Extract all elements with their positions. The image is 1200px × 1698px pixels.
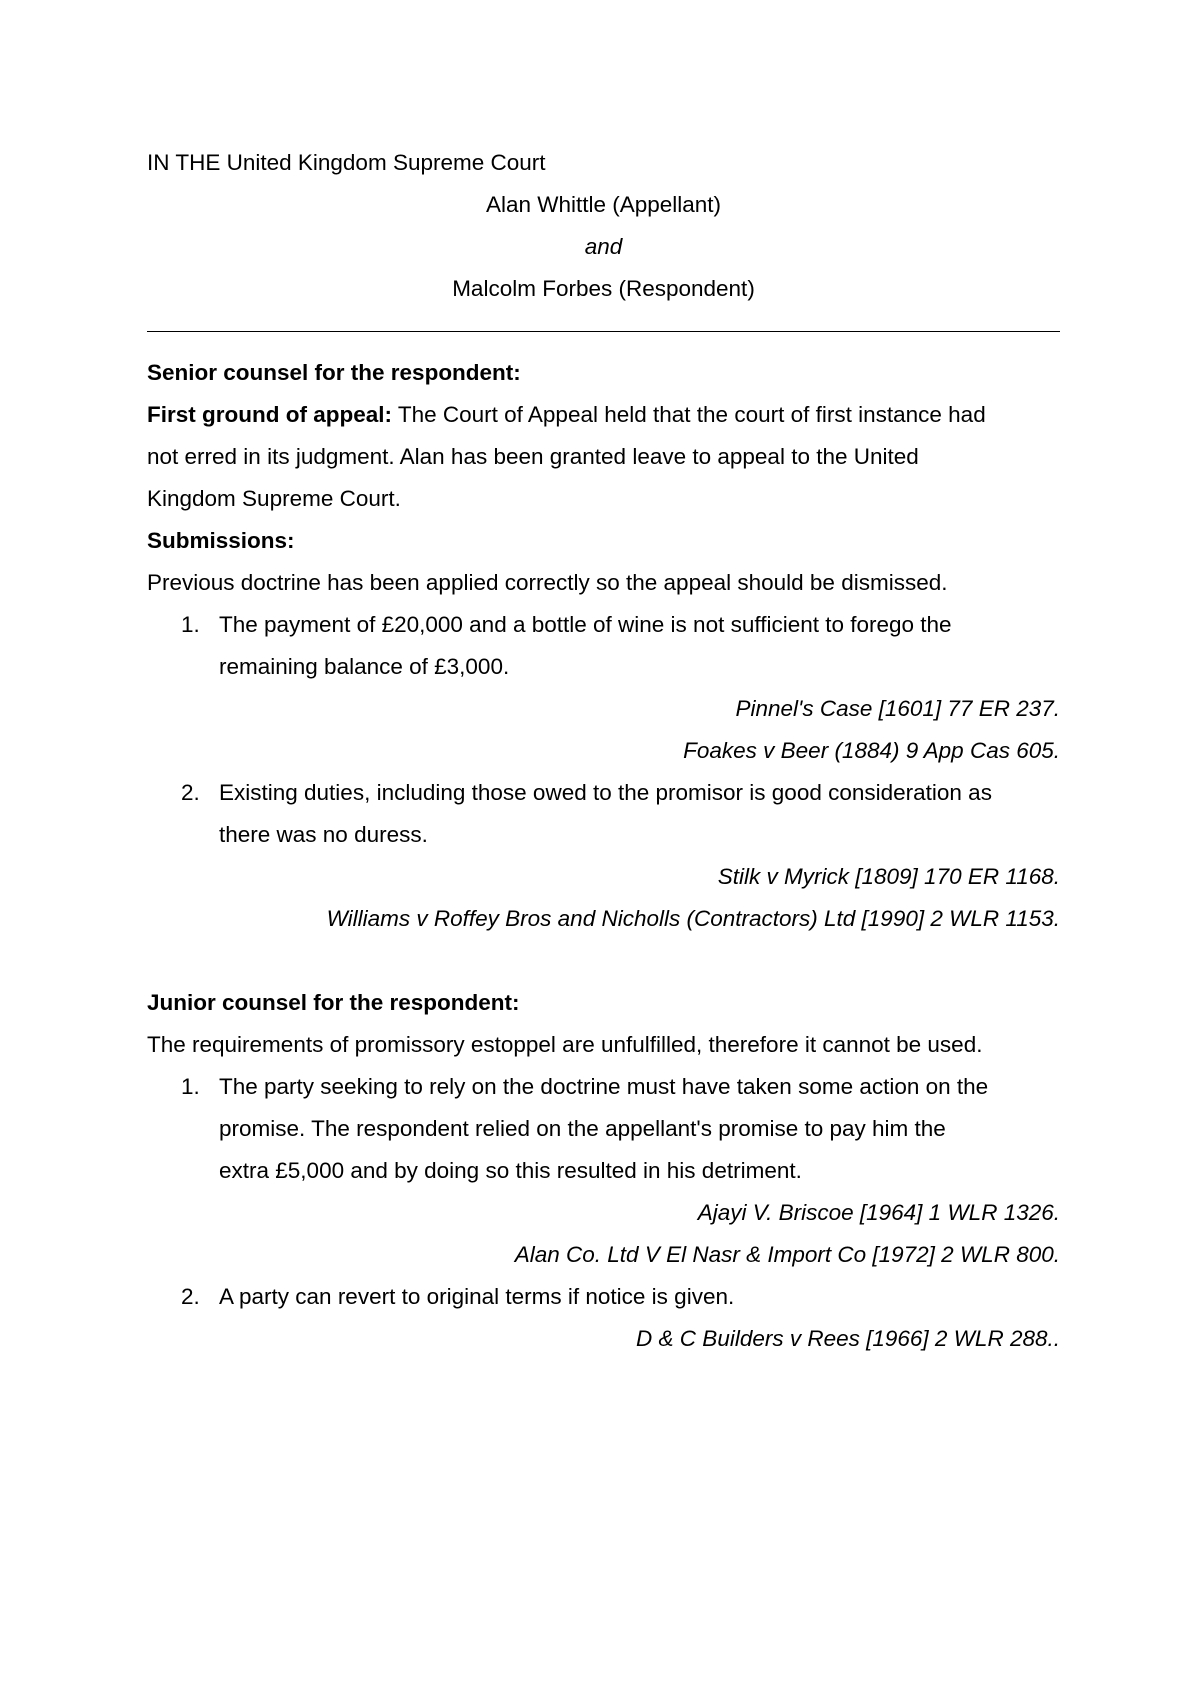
- case-citation: Stilk v Myrick [1809] 170 ER 1168.: [717, 864, 1060, 889]
- case-citation: Foakes v Beer (1884) 9 App Cas 605.: [683, 738, 1060, 763]
- case-citation: Alan Co. Ltd V El Nasr & Import Co [1972] 2 WLR 800.: [514, 1242, 1060, 1267]
- ground-of-appeal-line-3: Kingdom Supreme Court.: [147, 486, 401, 511]
- list-text: A party can revert to original terms if notice is given.: [219, 1284, 735, 1309]
- ground-of-appeal-label: First ground of appeal:: [147, 402, 392, 427]
- list-text: remaining balance of £3,000.: [219, 654, 510, 679]
- list-text: extra £5,000 and by doing so this resulted in his detriment.: [219, 1158, 802, 1183]
- list-item: [147, 772, 1060, 856]
- horizontal-divider: [147, 331, 1060, 352]
- ground-of-appeal-text: The Court of Appeal held that the court of first instance had: [392, 402, 986, 427]
- case-citation: Ajayi V. Briscoe [1964] 1 WLR 1326.: [697, 1200, 1060, 1225]
- and-conjunction: and: [584, 234, 623, 259]
- list-text: The party seeking to rely on the doctrine must have taken some action on the: [219, 1074, 989, 1099]
- senior-intro: Previous doctrine has been applied correctly so the appeal should be dismissed.: [147, 570, 948, 595]
- respondent-name: Malcolm Forbes (Respondent): [452, 276, 755, 301]
- document-page: [147, 142, 1060, 1360]
- list-text: promise. The respondent relied on the appellant's promise to pay him the: [219, 1116, 946, 1141]
- senior-counsel-heading: Senior counsel for the respondent:: [147, 360, 521, 385]
- list-item: [147, 1066, 1060, 1192]
- junior-intro: The requirements of promissory estoppel are unfulfilled, therefore it cannot be used.: [147, 1032, 983, 1057]
- court-title: IN THE United Kingdom Supreme Court: [147, 150, 546, 175]
- case-citation: Pinnel's Case [1601] 77 ER 237.: [735, 696, 1060, 721]
- list-item: [147, 604, 1060, 688]
- appellant-name: Alan Whittle (Appellant): [485, 192, 722, 217]
- list-number: 2.: [181, 1284, 200, 1309]
- case-citation: D & C Builders v Rees [1966] 2 WLR 288..: [636, 1326, 1060, 1351]
- case-citation: Williams v Roffey Bros and Nicholls (Contractors) Ltd [1990] 2 WLR 1153.: [326, 906, 1060, 931]
- list-text: The payment of £20,000 and a bottle of wine is not sufficient to forego the: [219, 612, 952, 637]
- ground-of-appeal-line-1: [147, 394, 1060, 436]
- blank-line: [147, 940, 1060, 982]
- ground-of-appeal-line-2: not erred in its judgment. Alan has been granted leave to appeal to the United: [147, 444, 919, 469]
- list-text: there was no duress.: [219, 822, 428, 847]
- list-text: Existing duties, including those owed to the promisor is good consideration as: [219, 780, 992, 805]
- list-number: 1.: [181, 1074, 200, 1099]
- junior-counsel-heading: Junior counsel for the respondent:: [147, 990, 520, 1015]
- submissions-label: Submissions:: [147, 528, 295, 553]
- list-item: [147, 1276, 1060, 1318]
- list-number: 1.: [181, 612, 200, 637]
- list-number: 2.: [181, 780, 200, 805]
